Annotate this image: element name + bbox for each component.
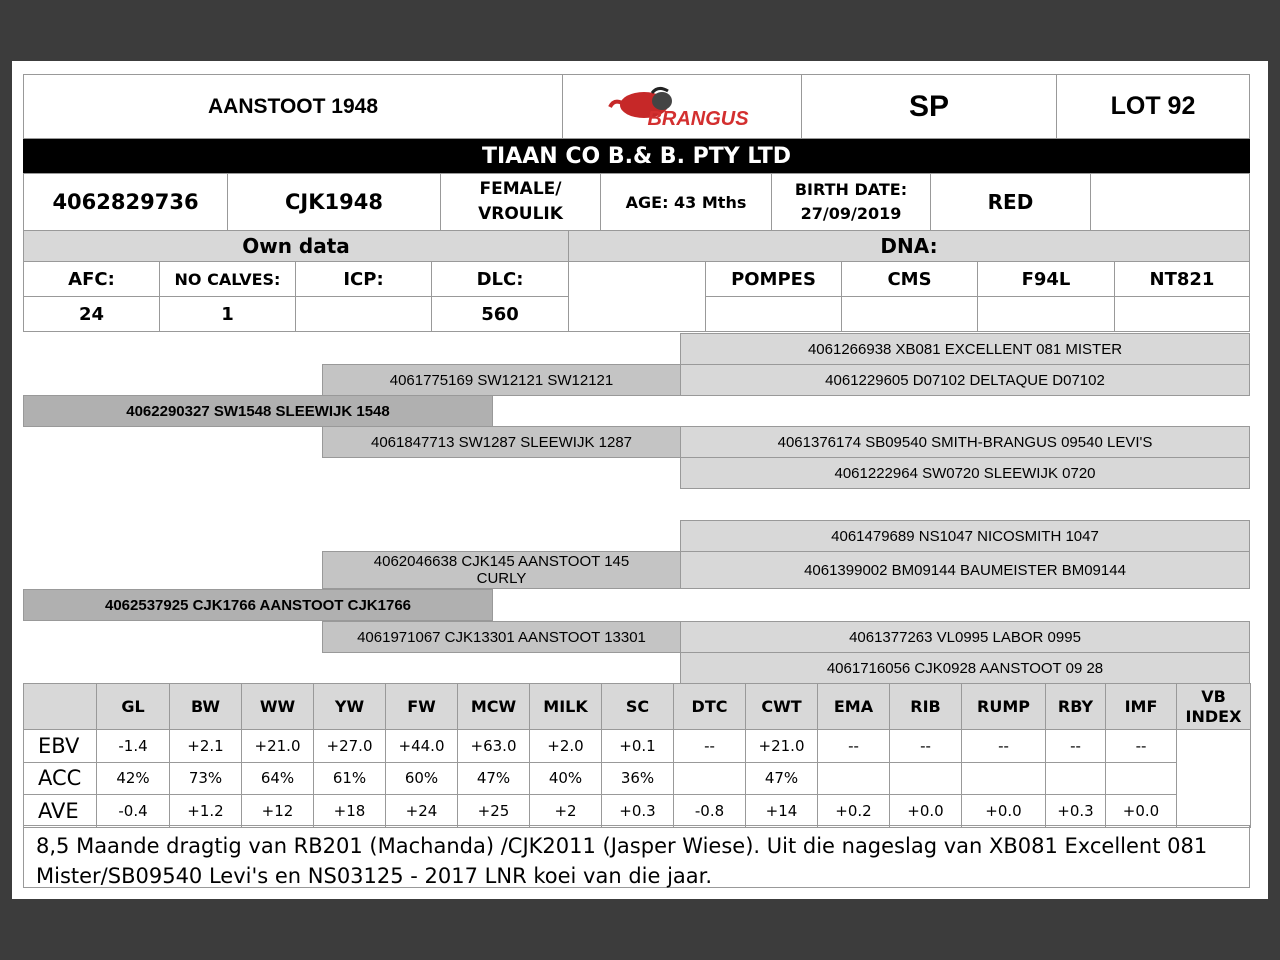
ebv-row-label: EBV bbox=[23, 729, 97, 763]
ebv-corner-cell bbox=[23, 683, 97, 730]
age: AGE: 43 Mths bbox=[600, 173, 772, 231]
dna-label-cms: CMS bbox=[841, 261, 978, 297]
tag-number: CJK1948 bbox=[227, 173, 441, 231]
ebv-value-cell: +1.2 bbox=[169, 794, 242, 828]
lot-sheet bbox=[12, 61, 1268, 899]
ebv-value-cell: 42% bbox=[96, 762, 170, 796]
ebv-value-cell: 73% bbox=[169, 762, 242, 796]
pedigree-dam-sire-line1: 4062046638 CJK145 AANSTOOT 145 bbox=[373, 553, 630, 570]
ebv-value-cell: -- bbox=[961, 729, 1046, 763]
id-extra bbox=[1090, 173, 1250, 231]
ebv-value-cell: 60% bbox=[385, 762, 458, 796]
ebv-value-cell: 47% bbox=[745, 762, 818, 796]
own-value-calves: 1 bbox=[159, 296, 296, 332]
dna-label-pompes: POMPES bbox=[705, 261, 842, 297]
ebv-value-cell: -- bbox=[1105, 729, 1177, 763]
ebv-value-cell: +0.3 bbox=[601, 794, 674, 828]
ebv-value-cell: +12 bbox=[241, 794, 314, 828]
ebv-value-cell: -1.4 bbox=[96, 729, 170, 763]
ebv-value-cell: +0.0 bbox=[889, 794, 962, 828]
dna-value-f94l bbox=[977, 296, 1115, 332]
pedigree-sire-sire-dam: 4061229605 D07102 DELTAQUE D07102 bbox=[680, 364, 1250, 396]
owner-bar: TIAAN CO B.& B. PTY LTD bbox=[23, 139, 1250, 173]
ebv-value-cell: +21.0 bbox=[745, 729, 818, 763]
ebv-trait-header: RUMP bbox=[961, 683, 1046, 730]
pedigree-dam-dam-sire: 4061377263 VL0995 LABOR 0995 bbox=[680, 621, 1250, 653]
pedigree-dam-dam-dam: 4061716056 CJK0928 AANSTOOT 09 28 bbox=[680, 652, 1250, 684]
own-value-dlc: 560 bbox=[431, 296, 569, 332]
ebv-value-cell bbox=[673, 762, 746, 796]
ebv-trait-header: MILK bbox=[529, 683, 602, 730]
dna-label-nt821: NT821 bbox=[1114, 261, 1250, 297]
vb-index-header bbox=[1176, 683, 1251, 730]
ebv-value-cell: -- bbox=[889, 729, 962, 763]
sex bbox=[440, 173, 601, 231]
ebv-trait-header: WW bbox=[241, 683, 314, 730]
vb-index-line1: VB bbox=[1201, 686, 1226, 706]
ebv-value-cell: +2.1 bbox=[169, 729, 242, 763]
own-label-afc: AFC: bbox=[23, 261, 160, 297]
pedigree-sire: 4062290327 SW1548 SLEEWIJK 1548 bbox=[23, 395, 493, 427]
pedigree-dam-sire-dam: 4061399002 BM09144 BAUMEISTER BM09144 bbox=[680, 551, 1250, 589]
ebv-value-cell: +14 bbox=[745, 794, 818, 828]
ebv-trait-header: SC bbox=[601, 683, 674, 730]
ebv-value-cell: +2.0 bbox=[529, 729, 602, 763]
ebv-value-cell: -- bbox=[1045, 729, 1106, 763]
dna-value-nt821 bbox=[1114, 296, 1250, 332]
dna-value-pompes bbox=[705, 296, 842, 332]
logo-text: BRANGUS bbox=[647, 107, 749, 130]
own-label-dlc: DLC: bbox=[431, 261, 569, 297]
ebv-trait-header: FW bbox=[385, 683, 458, 730]
pedigree-sire-dam: 4061847713 SW1287 SLEEWIJK 1287 bbox=[322, 426, 681, 458]
ebv-value-cell: 61% bbox=[313, 762, 386, 796]
registration-number: 4062829736 bbox=[23, 173, 228, 231]
ebv-row-label: AVE bbox=[23, 794, 97, 828]
sex-line2: VROULIK bbox=[478, 204, 563, 224]
pedigree-dam-sire bbox=[322, 551, 681, 589]
ebv-value-cell: +24 bbox=[385, 794, 458, 828]
own-data-title: Own data bbox=[23, 230, 569, 262]
ebv-value-cell bbox=[961, 762, 1046, 796]
pedigree-sire-dam-sire: 4061376174 SB09540 SMITH-BRANGUS 09540 LEVI'S bbox=[680, 426, 1250, 458]
birth-date bbox=[771, 173, 931, 231]
ebv-value-cell bbox=[1105, 762, 1177, 796]
ebv-value-cell: +25 bbox=[457, 794, 530, 828]
ebv-trait-header: CWT bbox=[745, 683, 818, 730]
birth-date-value: 27/09/2019 bbox=[800, 204, 902, 223]
ebv-value-cell bbox=[817, 762, 890, 796]
brangus-logo bbox=[562, 74, 802, 139]
dna-label-blank bbox=[568, 261, 706, 332]
dna-value-cms bbox=[841, 296, 978, 332]
ebv-value-cell: 47% bbox=[457, 762, 530, 796]
ebv-value-cell: -0.4 bbox=[96, 794, 170, 828]
pedigree-dam: 4062537925 CJK1766 AANSTOOT CJK1766 bbox=[23, 589, 493, 621]
ebv-trait-header: GL bbox=[96, 683, 170, 730]
pedigree-dam-sire-sire: 4061479689 NS1047 NICOSMITH 1047 bbox=[680, 520, 1250, 552]
ebv-value-cell: +0.0 bbox=[1105, 794, 1177, 828]
own-label-calves: NO CALVES: bbox=[159, 261, 296, 297]
ebv-value-cell: +2 bbox=[529, 794, 602, 828]
animal-name: AANSTOOT 1948 bbox=[23, 74, 563, 139]
ebv-value-cell: +27.0 bbox=[313, 729, 386, 763]
lot-comment: 8,5 Maande dragtig van RB201 (Machanda) /CJK2011 (Jasper Wiese). Uit die nageslag van XB081 Excellent 081 Mister/SB09540 Levi's en NS03125 - 2017 LNR koei van die jaar. bbox=[23, 825, 1250, 888]
ebv-row-label: ACC bbox=[23, 762, 97, 796]
ebv-value-cell: +44.0 bbox=[385, 729, 458, 763]
ebv-value-cell: -- bbox=[817, 729, 890, 763]
ebv-value-cell: 40% bbox=[529, 762, 602, 796]
vb-index-value bbox=[1176, 729, 1251, 828]
ebv-trait-header: YW bbox=[313, 683, 386, 730]
ebv-value-cell: 36% bbox=[601, 762, 674, 796]
own-label-icp: ICP: bbox=[295, 261, 432, 297]
sex-line1: FEMALE/ bbox=[479, 179, 562, 199]
pedigree-dam-dam: 4061971067 CJK13301 AANSTOOT 13301 bbox=[322, 621, 681, 653]
own-value-afc: 24 bbox=[23, 296, 160, 332]
pedigree-dam-sire-line2: CURLY bbox=[476, 570, 527, 587]
ebv-trait-header: DTC bbox=[673, 683, 746, 730]
ebv-trait-header: MCW bbox=[457, 683, 530, 730]
ebv-value-cell: -0.8 bbox=[673, 794, 746, 828]
ebv-value-cell: +0.2 bbox=[817, 794, 890, 828]
ebv-trait-header: IMF bbox=[1105, 683, 1177, 730]
ebv-value-cell: -- bbox=[673, 729, 746, 763]
lot-number: LOT 92 bbox=[1056, 74, 1250, 139]
ebv-value-cell bbox=[889, 762, 962, 796]
ebv-value-cell: +21.0 bbox=[241, 729, 314, 763]
ebv-value-cell: +18 bbox=[313, 794, 386, 828]
category: SP bbox=[801, 74, 1057, 139]
ebv-value-cell: +0.0 bbox=[961, 794, 1046, 828]
dna-title: DNA: bbox=[568, 230, 1250, 262]
ebv-trait-header: RIB bbox=[889, 683, 962, 730]
colour: RED bbox=[930, 173, 1091, 231]
ebv-value-cell: +0.3 bbox=[1045, 794, 1106, 828]
pedigree-sire-sire: 4061775169 SW12121 SW12121 bbox=[322, 364, 681, 396]
pedigree-sire-sire-sire: 4061266938 XB081 EXCELLENT 081 MISTER bbox=[680, 333, 1250, 365]
ebv-value-cell: +63.0 bbox=[457, 729, 530, 763]
ebv-value-cell bbox=[1045, 762, 1106, 796]
birth-date-label: BIRTH DATE: bbox=[794, 180, 908, 199]
ebv-trait-header: BW bbox=[169, 683, 242, 730]
ebv-value-cell: +0.1 bbox=[601, 729, 674, 763]
ebv-value-cell: 64% bbox=[241, 762, 314, 796]
vb-index-line2: INDEX bbox=[1185, 706, 1242, 726]
own-value-icp bbox=[295, 296, 432, 332]
pedigree-sire-dam-dam: 4061222964 SW0720 SLEEWIJK 0720 bbox=[680, 457, 1250, 489]
dna-label-f94l: F94L bbox=[977, 261, 1115, 297]
ebv-trait-header: RBY bbox=[1045, 683, 1106, 730]
ebv-trait-header: EMA bbox=[817, 683, 890, 730]
